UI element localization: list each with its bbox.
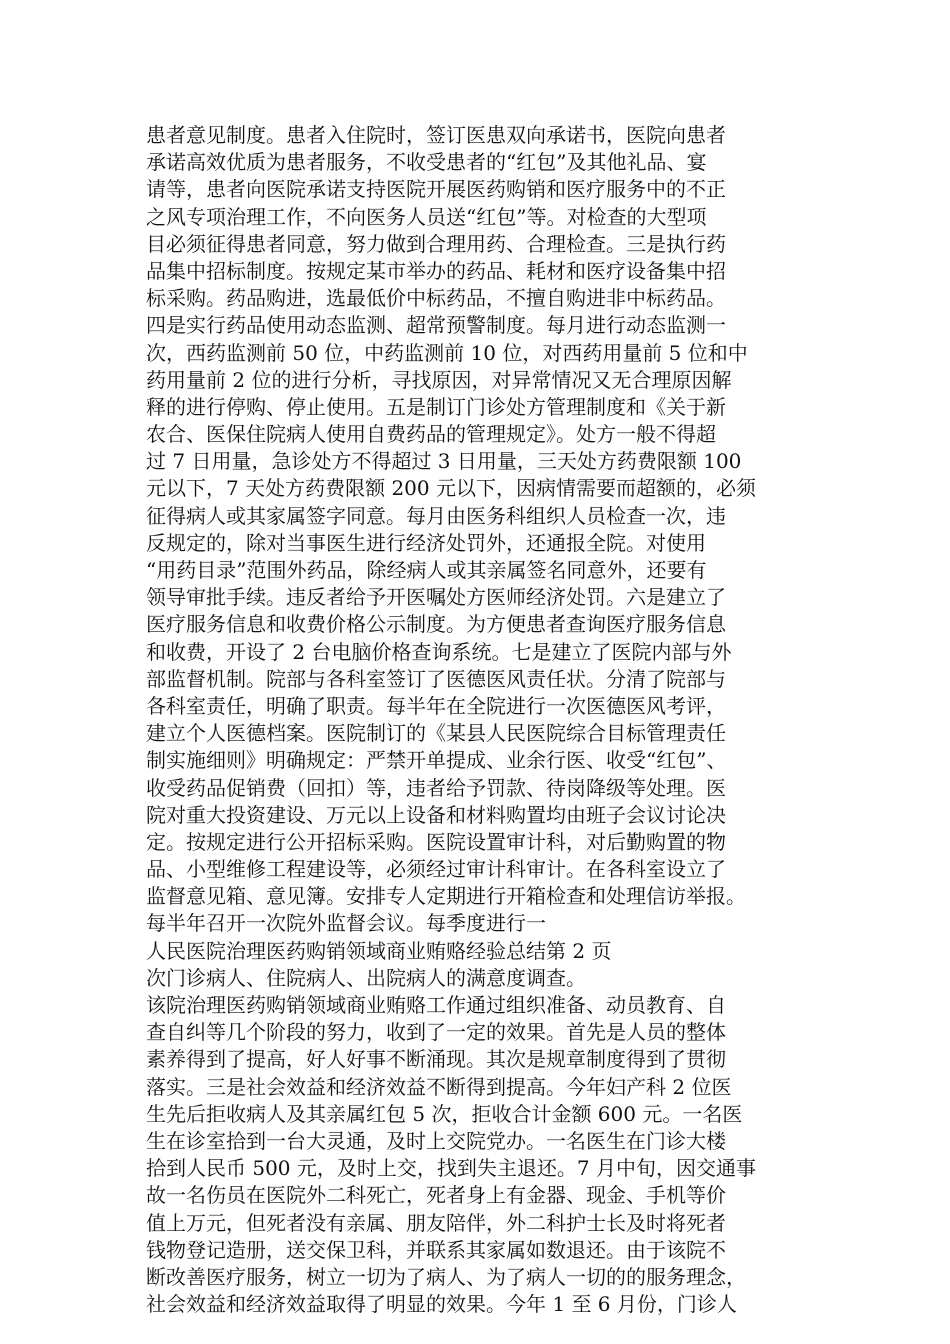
text-line: 监督意见箱、意见簿。安排专人定期进行开箱检查和处理信访举报。 — [146, 884, 746, 909]
text-line: 该院治理医药购销领域商业贿赂工作通过组织准备、动员教育、自 — [146, 993, 726, 1017]
text-line: 各科室责任，明确了职责。每半年在全院进行一次医德医风考评， — [146, 693, 726, 718]
text-line: 品、小型维修工程建设等，必须经过审计科审计。在各科室设立了 — [146, 857, 726, 882]
text-line: 反规定的，除对当事医生进行经济处罚外，还通报全院。对使用 — [146, 530, 706, 555]
text-line: 和收费，开设了 2 台电脑价格查询系统。七是建立了医院内部与外 — [146, 639, 732, 664]
text-line: 制实施细则》明确规定：严禁开单提成、业余行医、收受“红包”、 — [146, 748, 727, 773]
text-line: 生在诊室拾到一台大灵通，及时上交院党办。一名医生在门诊大楼 — [146, 1128, 726, 1153]
text-line: 目必须征得患者同意，努力做到合理用药、合理检查。三是执行药 — [146, 231, 726, 256]
text-line: 落实。三是社会效益和经济效益不断得到提高。今年妇产科 2 位医 — [146, 1074, 732, 1099]
text-line: 标采购。药品购进，选最低价中标药品，不擅自购进非中标药品。 — [146, 286, 726, 311]
document-body — [146, 122, 806, 1318]
text-line: 药用量前 2 位的进行分析，寻找原因，对异常情况又无合理原因解 — [146, 367, 732, 392]
text-line: 钱物登记造册，送交保卫科，并联系其家属如数退还。由于该院不 — [146, 1237, 726, 1262]
text-line: “用药目录”范围外药品，除经病人或其亲属签名同意外，还要有 — [146, 558, 707, 582]
text-line: 社会效益和经济效益取得了明显的效果。今年 1 至 6 月份，门诊人 — [146, 1292, 737, 1317]
text-line: 过 7 日用量，急诊处方不得超过 3 日用量，三天处方药费限额 100 — [146, 449, 742, 474]
text-line: 请等，患者向医院承诺支持医院开展医药购销和医疗服务中的不正 — [146, 177, 726, 202]
text-line: 故一名伤员在医院外二科死亡，死者身上有金器、现金、手机等价 — [146, 1183, 726, 1208]
text-line: 拾到人民币 500 元，及时上交，找到失主退还。7 月中旬，因交通事 — [146, 1156, 756, 1181]
text-line: 每半年召开一次院外监督会议。每季度进行一 — [146, 911, 546, 936]
text-line: 收受药品促销费（回扣）等，违者给予罚款、待岗降级等处理。医 — [146, 775, 726, 800]
text-line: 次，西药监测前 50 位，中药监测前 10 位，对西药用量前 5 位和中 — [146, 340, 748, 365]
text-line: 定。按规定进行公开招标采购。医院设置审计科，对后勤购置的物 — [146, 829, 726, 854]
text-line: 承诺高效优质为患者服务，不收受患者的“红包”及其他礼品、宴 — [146, 150, 707, 175]
text-line: 院对重大投资建设、万元以上设备和材料购置均由班子会议讨论决 — [146, 802, 726, 827]
page-footer-title: 人民医院治理医药购销领域商业贿赂经验总结第 2 页 — [146, 938, 612, 963]
text-line: 部监督机制。院部与各科室签订了医德医风责任状。分清了院部与 — [146, 666, 726, 691]
text-line: 释的进行停购、停止使用。五是制订门诊处方管理制度和《关于新 — [146, 394, 726, 419]
text-line: 四是实行药品使用动态监测、超常预警制度。每月进行动态监测一 — [146, 313, 726, 338]
text-line: 品集中招标制度。按规定某市举办的药品、耗材和医疗设备集中招 — [146, 258, 726, 283]
text-line: 生先后拒收病人及其亲属红包 5 次，拒收合计金额 600 元。一名医 — [146, 1101, 743, 1126]
text-line: 值上万元，但死者没有亲属、朋友陪伴，外二科护士长及时将死者 — [146, 1210, 726, 1235]
text-line: 断改善医疗服务，树立一切为了病人、为了病人一切的的服务理念， — [146, 1264, 746, 1289]
text-line: 次门诊病人、住院病人、出院病人的满意度调查。 — [146, 965, 586, 990]
text-line: 农合、医保住院病人使用自费药品的管理规定》。处方一般不得超 — [146, 422, 716, 447]
text-line: 领导审批手续。违反者给予开医嘱处方医师经济处罚。六是建立了 — [146, 585, 726, 610]
text-line: 建立个人医德档案。医院制订的《某县人民医院综合目标管理责任 — [146, 721, 726, 746]
text-line: 征得病人或其家属签字同意。每月由医务科组织人员检查一次，违 — [146, 503, 726, 528]
text-line: 素养得到了提高，好人好事不断涌现。其次是规章制度得到了贯彻 — [146, 1047, 726, 1072]
text-line: 元以下，7 天处方药费限额 200 元以下，因病情需要而超额的，必须 — [146, 476, 756, 501]
text-line: 查自纠等几个阶段的努力，收到了一定的效果。首先是人员的整体 — [146, 1020, 726, 1045]
text-line: 患者意见制度。患者入住院时，签订医患双向承诺书，医院向患者 — [146, 123, 726, 147]
text-line: 医疗服务信息和收费价格公示制度。为方便患者查询医疗服务信息 — [146, 612, 726, 637]
text-line: 之风专项治理工作，不向医务人员送“红包”等。对检查的大型项 — [146, 204, 707, 229]
